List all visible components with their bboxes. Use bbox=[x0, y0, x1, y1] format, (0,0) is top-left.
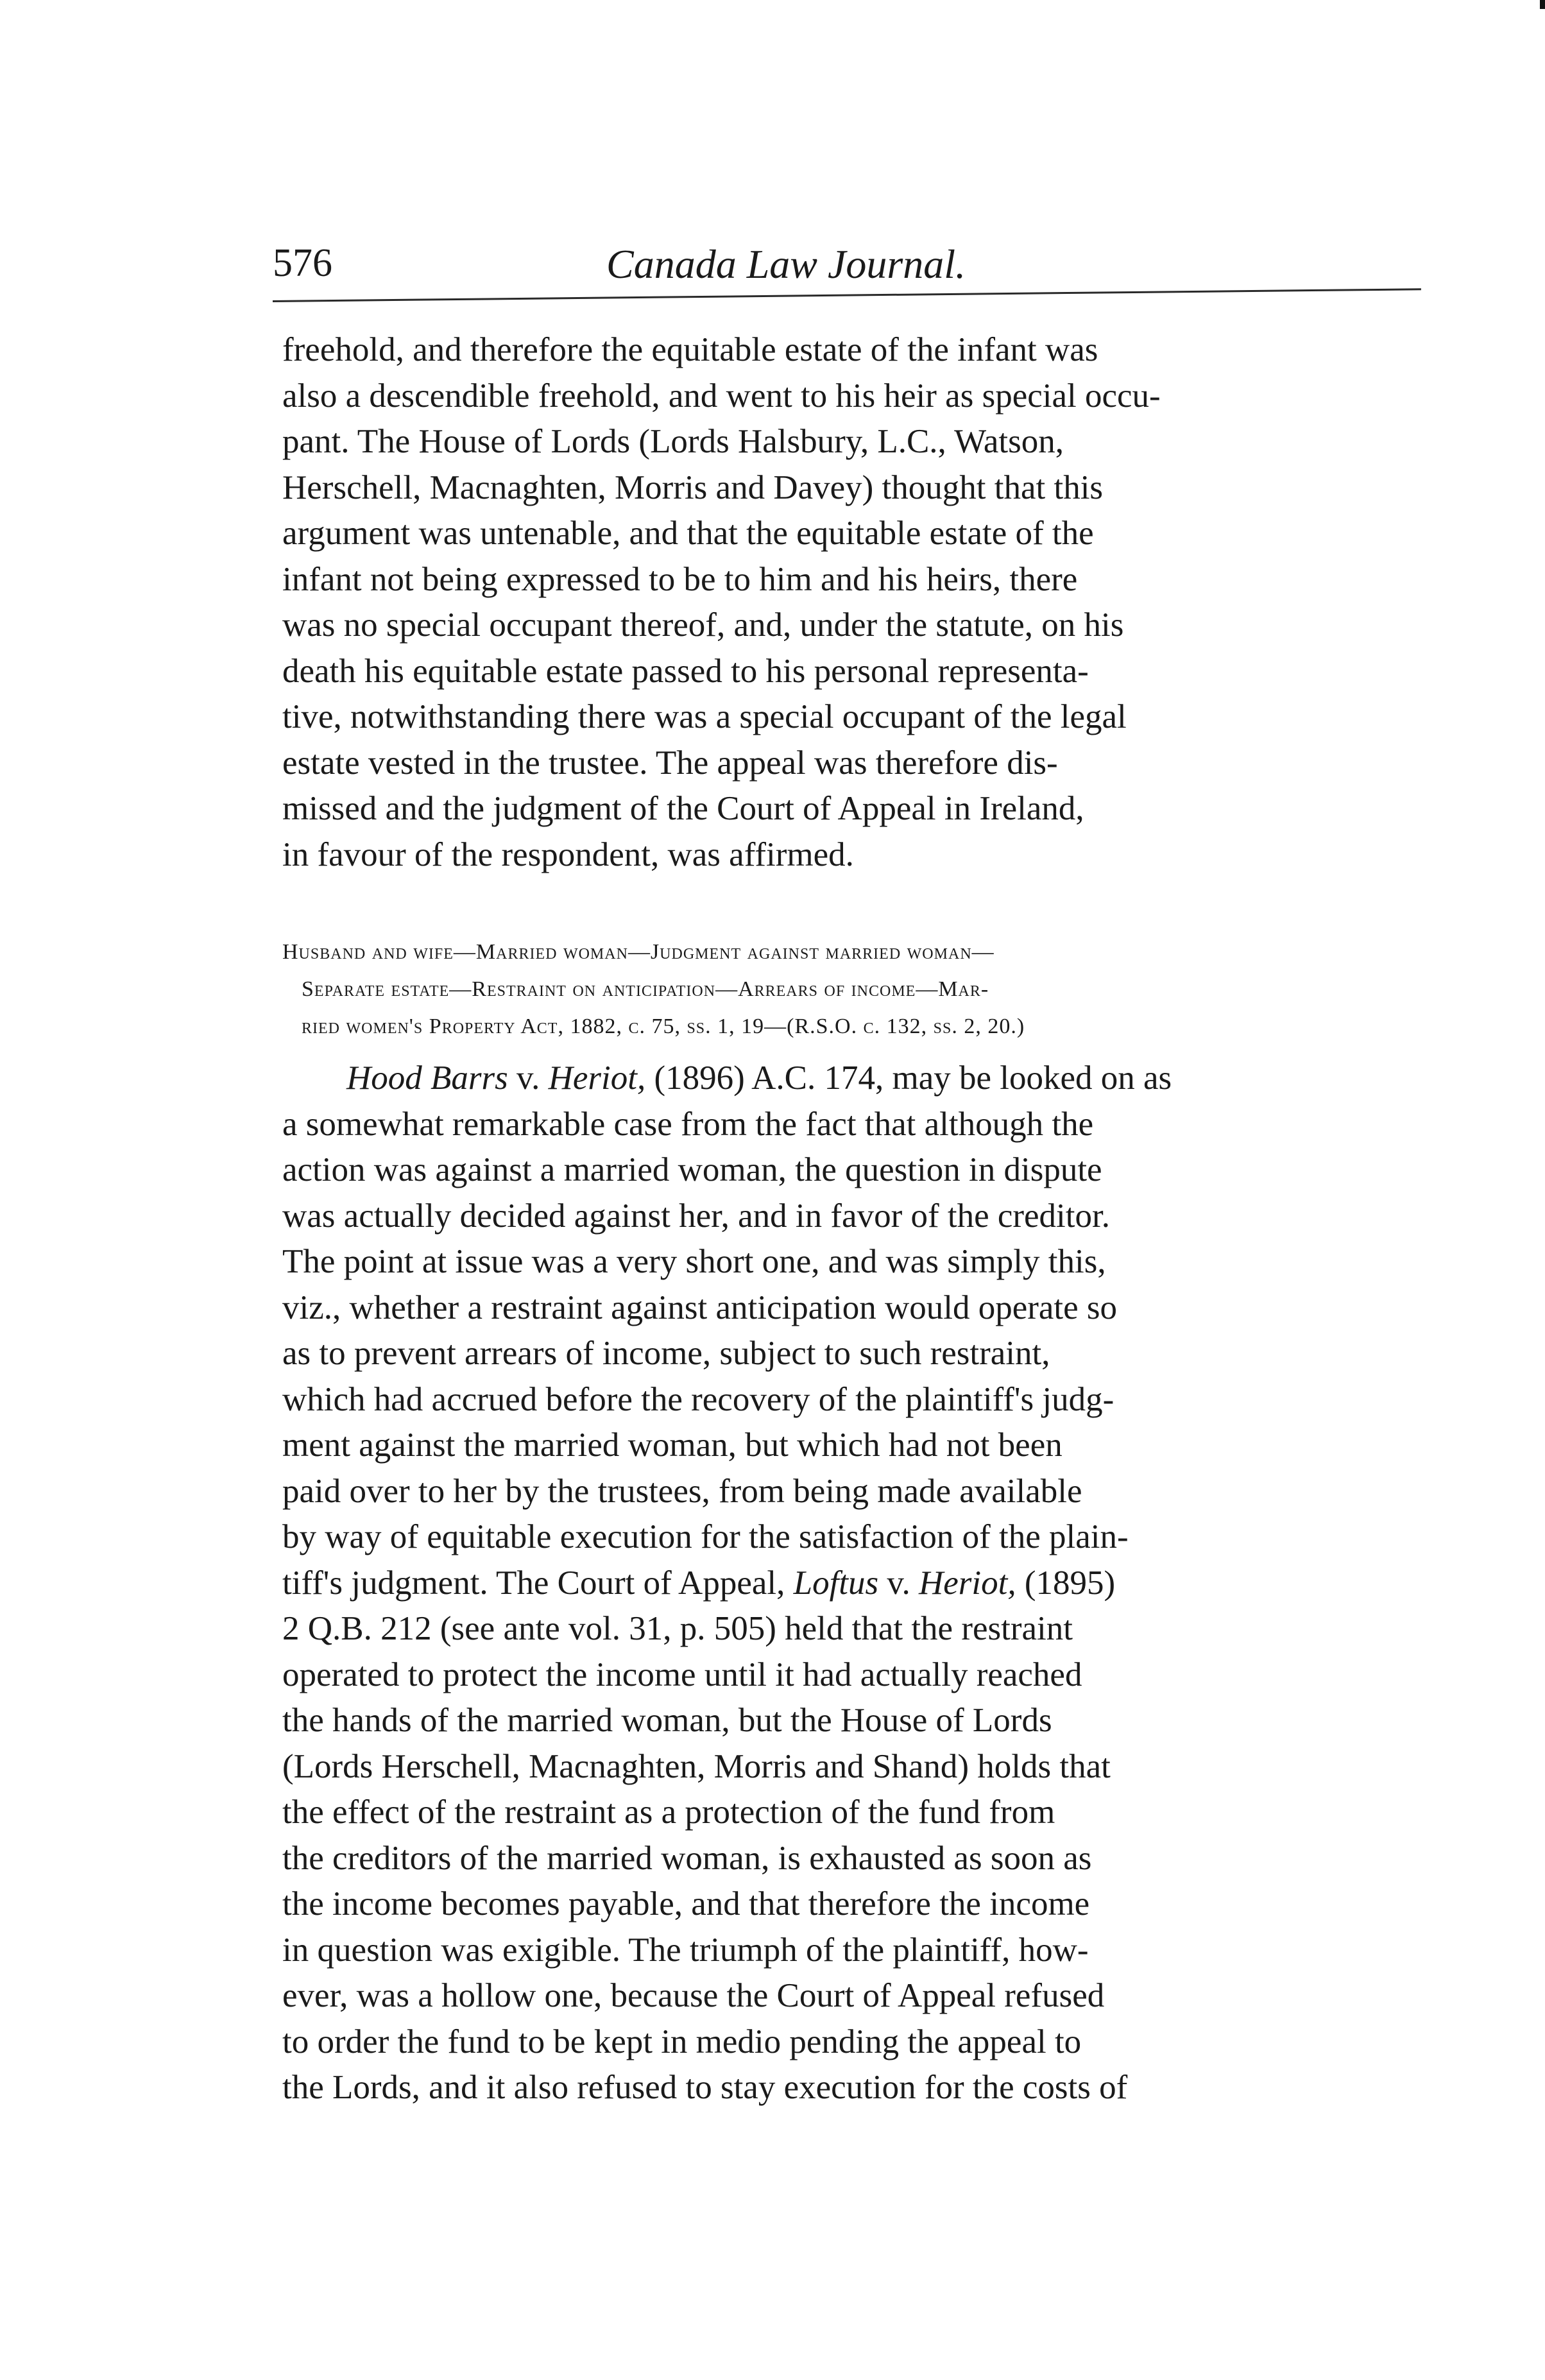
text-line: viz., whether a restraint against anticipation would operate so bbox=[282, 1288, 1118, 1326]
case-name: Hood Barrs bbox=[346, 1059, 508, 1097]
text-line: in favour of the respondent, was affirmed. bbox=[282, 835, 854, 873]
text-line: in question was exigible. The triumph of the plaintiff, how- bbox=[282, 1931, 1089, 1969]
text-line: (Lords Herschell, Macnaghten, Morris and Shand) holds that bbox=[282, 1747, 1111, 1785]
heading-line: ried women's Property Act, 1882, c. 75, ss. 1, 19—(R.S.O. c. 132, ss. 2, 20.) bbox=[302, 1014, 1025, 1038]
text-line: as to prevent arrears of income, subject to such restraint, bbox=[282, 1335, 1050, 1372]
text-line: by way of equitable execution for the satisfaction of the plain- bbox=[282, 1518, 1129, 1555]
case-heading bbox=[282, 934, 1412, 1045]
text-line: missed and the judgment of the Court of Appeal in Ireland, bbox=[282, 790, 1084, 827]
text-line: the hands of the married woman, but the House of Lords bbox=[282, 1702, 1052, 1739]
text-line: operated to protect the income until it had actually reached bbox=[282, 1656, 1082, 1693]
text-line: the income becomes payable, and that therefore the income bbox=[282, 1885, 1090, 1922]
text-line: ment against the married woman, but which had not been bbox=[282, 1426, 1063, 1464]
text-line: was actually decided against her, and in favor of the creditor. bbox=[282, 1197, 1110, 1235]
page-number: 576 bbox=[273, 241, 332, 285]
heading-line: Husband and wife—Married woman—Judgment against married woman— bbox=[282, 940, 994, 964]
heading-line: Separate estate—Restraint on anticipation—Arrears of income—Mar- bbox=[302, 977, 989, 1001]
text-line: infant not being expressed to be to him and his heirs, there bbox=[282, 560, 1078, 598]
text-line: 2 Q.B. 212 (see ante vol. 31, p. 505) held that the restraint bbox=[282, 1610, 1073, 1647]
text-line: The point at issue was a very short one, and was simply this, bbox=[282, 1243, 1106, 1280]
text-line: was no special occupant thereof, and, under the statute, on his bbox=[282, 606, 1124, 644]
text-line: freehold, and therefore the equitable estate of the infant was bbox=[282, 331, 1098, 368]
citation-text: (1895) bbox=[1016, 1564, 1116, 1602]
text-line: pant. The House of Lords (Lords Halsbury, L.C., Watson, bbox=[282, 423, 1064, 460]
journal-title: Canada Law Journal. bbox=[606, 241, 966, 287]
text-line: death his equitable estate passed to his personal representa- bbox=[282, 652, 1089, 690]
text-line bbox=[282, 1561, 1424, 1607]
text-line: paid over to her by the trustees, from being made available bbox=[282, 1472, 1082, 1510]
text-line: the Lords, and it also refused to stay execution for the costs of bbox=[282, 2069, 1128, 2106]
text-line: argument was untenable, and that the equitable estate of the bbox=[282, 515, 1094, 552]
text-line: also a descendible freehold, and went to his heir as special occu- bbox=[282, 377, 1161, 415]
text-line: the creditors of the married woman, is exhausted as soon as bbox=[282, 1839, 1092, 1877]
text-line: action was against a married woman, the question in dispute bbox=[282, 1151, 1102, 1188]
text-line bbox=[282, 1056, 1424, 1102]
case-party: Heriot, bbox=[548, 1059, 646, 1097]
case-party: Heriot, bbox=[918, 1564, 1016, 1602]
text-line: to order the fund to be kept in medio pending the appeal to bbox=[282, 2023, 1082, 2060]
text-line: estate vested in the trustee. The appeal was therefore dis- bbox=[282, 744, 1058, 782]
case-paragraph bbox=[282, 1056, 1424, 2111]
paragraph-continued bbox=[282, 327, 1424, 878]
text-line: tive, notwithstanding there was a special occupant of the legal bbox=[282, 698, 1127, 735]
text-line: which had accrued before the recovery of the plaintiff's judg- bbox=[282, 1380, 1114, 1418]
case-v: v. bbox=[508, 1059, 549, 1097]
text-line: the effect of the restraint as a protection of the fund from bbox=[282, 1794, 1055, 1831]
case-name: Loftus bbox=[793, 1564, 879, 1602]
citation-text: (1896) A.C. 174, may be looked on as bbox=[645, 1059, 1172, 1097]
case-v: v. bbox=[878, 1564, 919, 1602]
text-line: ever, was a hollow one, because the Court of Appeal refused bbox=[282, 1977, 1105, 2014]
text-line: a somewhat remarkable case from the fact that although the bbox=[282, 1105, 1094, 1143]
text-span: tiff's judgment. The Court of Appeal, bbox=[282, 1564, 794, 1602]
scan-mark bbox=[1540, 0, 1545, 9]
text-line: Herschell, Macnaghten, Morris and Davey) thought that this bbox=[282, 468, 1104, 506]
